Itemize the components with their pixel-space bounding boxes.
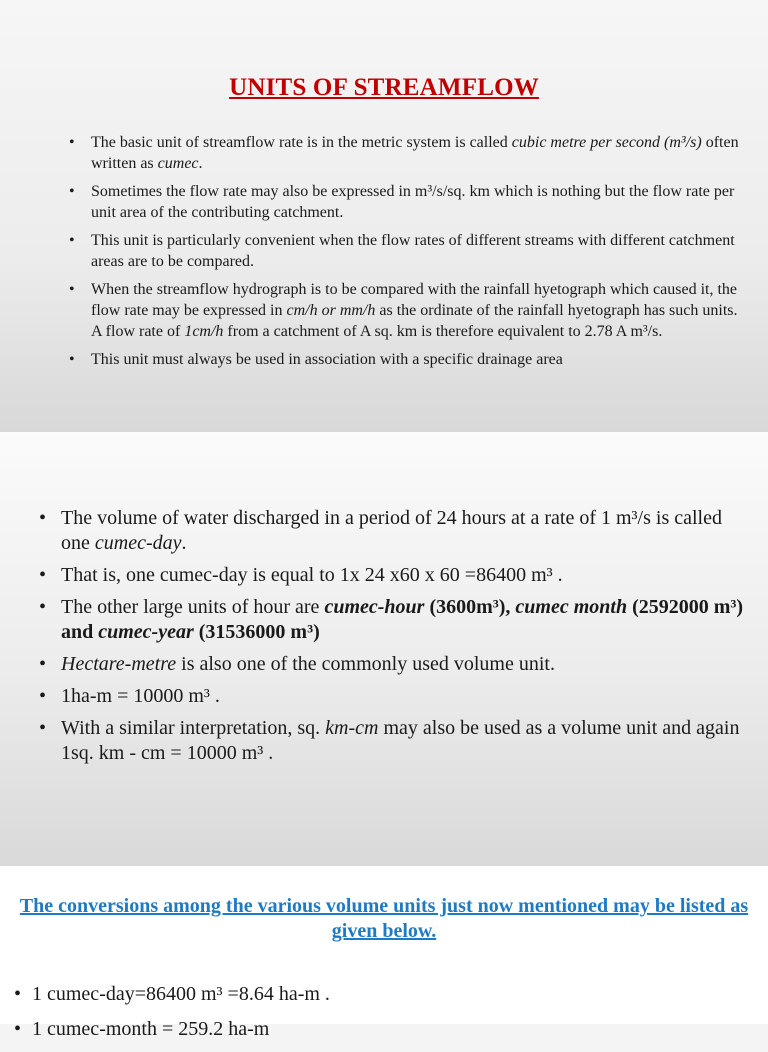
bullet-item: • 1 cumec-day=86400 m³ =8.64 ha-m . <box>32 982 752 1007</box>
bullet-item: • The other large units of hour are cumec-hour (3600m³), cumec month (2592000 m³) and cumec-year (31536000 m³) <box>61 595 751 645</box>
bullet-list <box>61 506 751 773</box>
bullet-item: • With a similar interpretation, sq. km-cm may also be used as a volume unit and again 1sq. km - cm = 10000 m³ . <box>61 716 751 766</box>
bullet-item: • Sometimes the flow rate may also be expressed in m³/s/sq. km which is nothing but the flow rate per unit area of the contributing catchment. <box>91 181 741 223</box>
bullet-item: • 1 cumec-month = 259.2 ha-m <box>32 1017 752 1042</box>
bullet-item: • This unit is particularly convenient when the flow rates of different streams with different catchment areas are to be compared. <box>91 230 741 272</box>
bullet-list <box>91 132 741 377</box>
bullet-item: • The volume of water discharged in a period of 24 hours at a rate of 1 m³/s is called one cumec-day. <box>61 506 751 556</box>
bullet-item: • The basic unit of streamflow rate is in the metric system is called cubic metre per second (m³/s) often written as cumec. <box>91 132 741 174</box>
bullet-item: • Hectare-metre is also one of the commonly used volume unit. <box>61 652 751 677</box>
bullet-item: • 1ha-m = 10000 m³ . <box>61 684 751 709</box>
bullet-item: • That is, one cumec-day is equal to 1x 24 x60 x 60 =86400 m³ . <box>61 563 751 588</box>
bullet-item: • When the streamflow hydrograph is to be compared with the rainfall hyetograph which caused it, the flow rate may be expressed in cm/h or mm/h as the ordinate of the rainfall hyetograph has such units. A flow rate of 1cm/h from a catchment of A sq. km is therefore equivalent to 2.78 A m³/s. <box>91 279 741 342</box>
slide-title: UNITS OF STREAMFLOW <box>229 74 539 101</box>
bullet-list <box>32 982 752 1052</box>
bullet-item: • This unit must always be used in association with a specific drainage area <box>91 349 741 370</box>
slide-subtitle: The conversions among the various volume units just now mentioned may be listed as given below. <box>19 895 749 942</box>
